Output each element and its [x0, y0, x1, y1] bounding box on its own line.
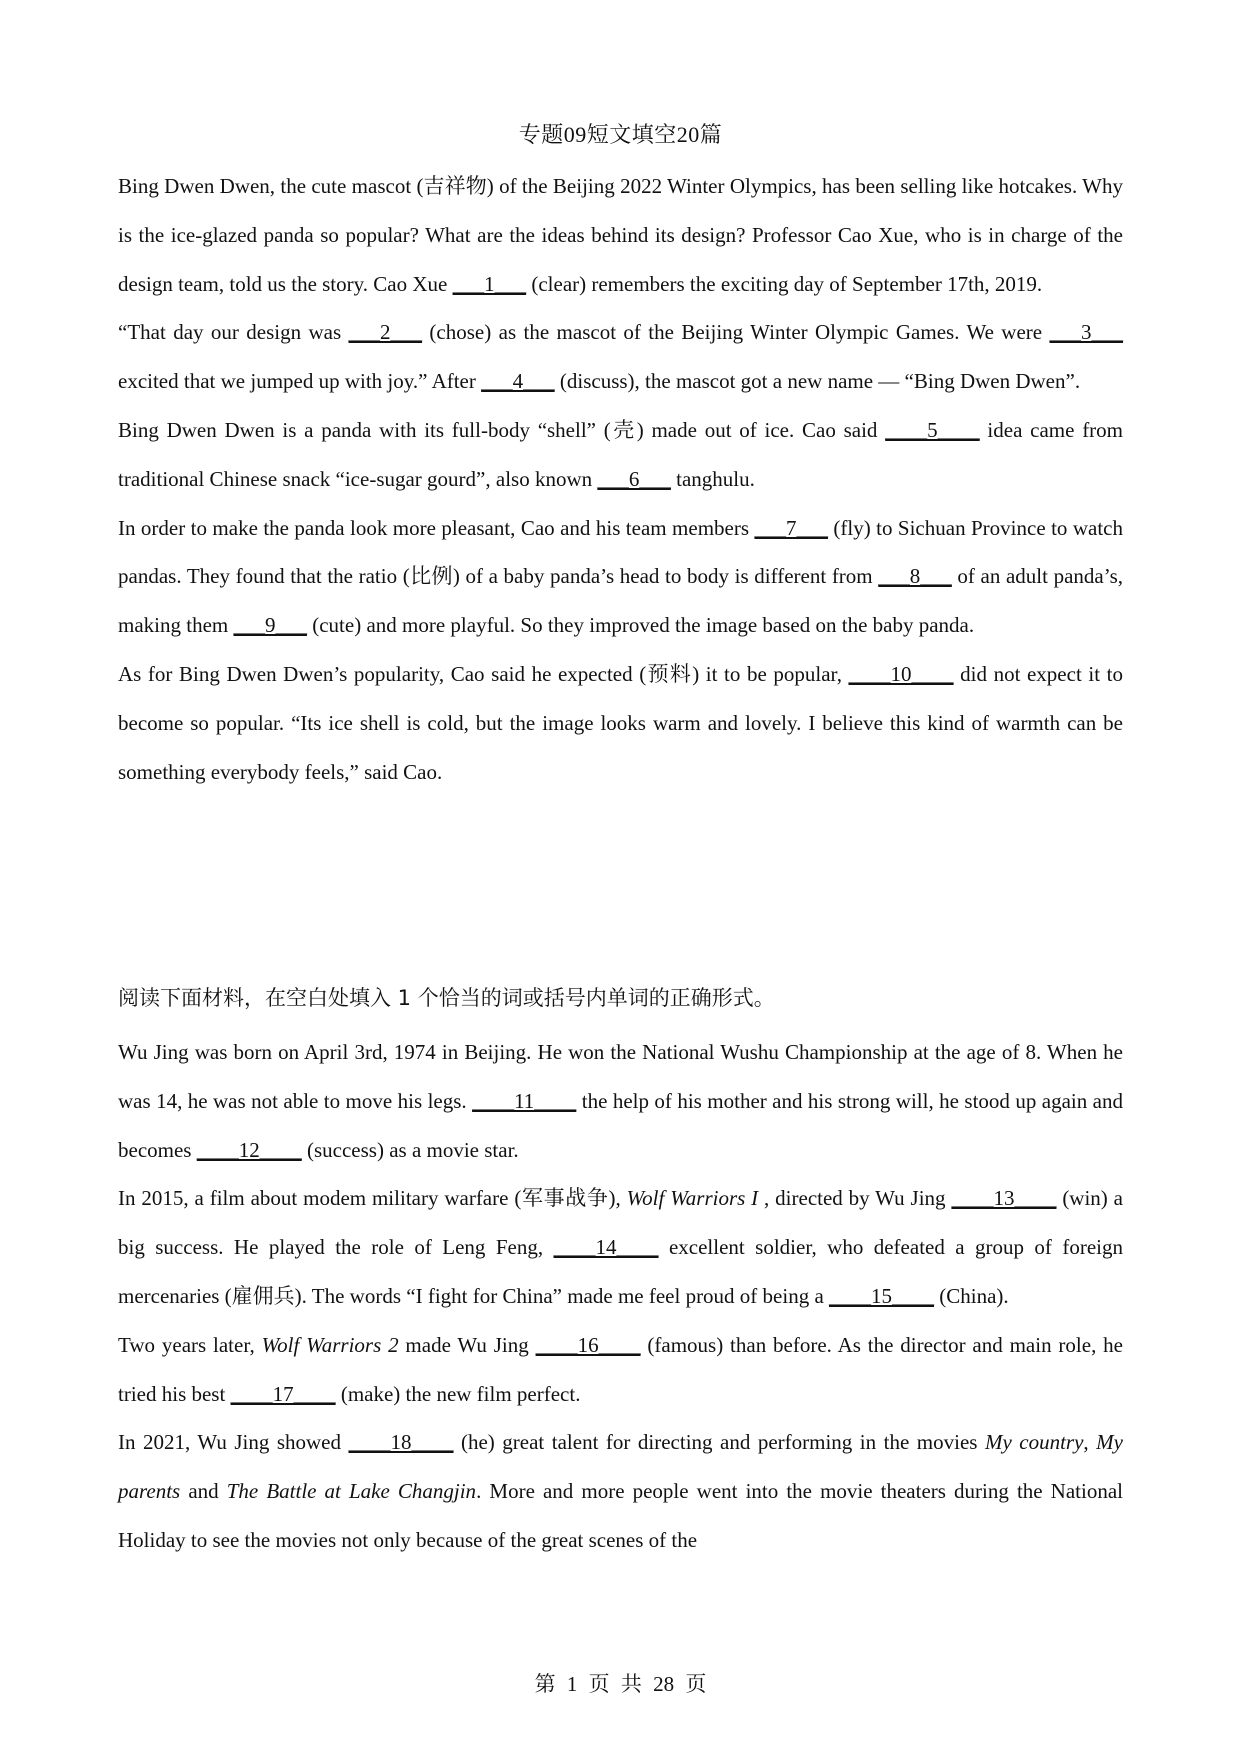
document-title: 专题09短文填空20篇: [518, 122, 723, 147]
passage-wu-jing: [118, 1028, 1123, 1565]
blank-7: ___7___: [754, 515, 828, 540]
blank-9: ___9___: [233, 613, 307, 638]
film-title: My parents: [118, 1430, 1123, 1504]
film-title: Wolf Warriors I: [626, 1186, 759, 1211]
blank-5: ____5____: [885, 417, 980, 442]
paragraph: Two years later, Wolf Warriors 2 made Wu Jing ____16____ (famous) than before. As the director and main role, he tried his best ____17____ (make) the new film perfect.: [118, 1332, 1123, 1406]
paragraph: As for Bing Dwen Dwen’s popularity, Cao said he expected (预料) it to be popular, ____10____ did not expect it to become so popular. “Its ice shell is cold, but the image looks warm and lovely. I believe this kind of warmth can be something everybody feels,” said Cao.: [118, 661, 1123, 784]
paragraph: In 2021, Wu Jing showed ____18____ (he) great talent for directing and performing in the movies My country, My parents and The Battle at Lake Changjin. More and more people went into the movie theaters during the National Holiday to see the movies not only because of the great scenes of the: [118, 1430, 1123, 1552]
blank-15: ____15____: [829, 1283, 935, 1308]
paragraph: Wu Jing was born on April 3rd, 1974 in Beijing. He won the National Wushu Championship at the age of 8. When he was 14, he was not able to move his legs. ____11____ the help of his mother and his strong will, he stood up again and becomes ____12____ (success) as a movie star.: [118, 1040, 1123, 1162]
blank-4: ___4___: [481, 369, 555, 394]
instruction: 阅读下面材料，在空白处填入 1 个恰当的词或括号内单词的正确形式。: [118, 986, 775, 1010]
blank-3: ___3___: [1049, 320, 1123, 345]
paragraph: “That day our design was ___2___ (chose) as the mascot of the Beijing Winter Olympic Games. We were ___3___ excited that we jumped up with joy.” After ___4___ (discuss), the mascot got a new name — “Bing Dwen Dwen”.: [118, 320, 1123, 394]
blank-17: ____17____: [230, 1381, 336, 1406]
passage-bing-dwen-dwen: [118, 162, 1123, 796]
film-title: My country: [984, 1430, 1084, 1455]
blank-18: ____18____: [348, 1430, 454, 1455]
paragraph: Bing Dwen Dwen is a panda with its full-body “shell” (壳) made out of ice. Cao said ____5____ idea came from traditional Chinese snack “ice-sugar gourd”, also known ___6___ tanghulu.: [118, 417, 1124, 491]
blank-12: ____12____: [196, 1137, 302, 1162]
page-footer: 第 1 页 共 28 页: [534, 1672, 707, 1696]
paragraph: In order to make the panda look more pleasant, Cao and his team members ___7___ (fly) to Sichuan Province to watch pandas. They found that the ratio (比例) of a baby panda’s head to body is different from ___8___ of an adult panda’s, making them ___9___ (cute) and more playful. So they improved the image based on the baby panda.: [118, 515, 1123, 638]
blank-6: ___6___: [597, 466, 671, 491]
blank-13: ____13____: [951, 1186, 1057, 1211]
blank-8: ___8___: [878, 564, 952, 589]
paragraph: In 2015, a film about modem military warfare (军事战争), Wolf Warriors I , directed by Wu Jing ____13____ (win) a big success. He played the role of Leng Feng, ____14____ excellent soldier, who defeated a group of foreign mercenaries (雇佣兵). The words “I fight for China” made me feel proud of being a ____15____ (China).: [118, 1186, 1124, 1308]
film-title: Wolf Warriors 2: [261, 1332, 399, 1357]
blank-10: ____10____: [848, 661, 954, 686]
blank-2: ___2___: [348, 320, 423, 345]
blank-14: ____14____: [553, 1235, 659, 1260]
blank-1: ___1___: [452, 271, 527, 296]
blank-11: ____11____: [472, 1088, 577, 1113]
paragraph: Bing Dwen Dwen, the cute mascot (吉祥物) of the Beijing 2022 Winter Olympics, has been selling like hotcakes. Why is the ice-glazed panda so popular? What are the ideas behind its design? Professor Cao Xue, who is in charge of the design team, told us the story. Cao Xue ___1___ (clear) remembers the exciting day of September 17th, 2019.: [118, 174, 1123, 296]
film-title: The Battle at Lake Changjin: [226, 1479, 477, 1504]
blank-16: ____16____: [535, 1332, 641, 1357]
